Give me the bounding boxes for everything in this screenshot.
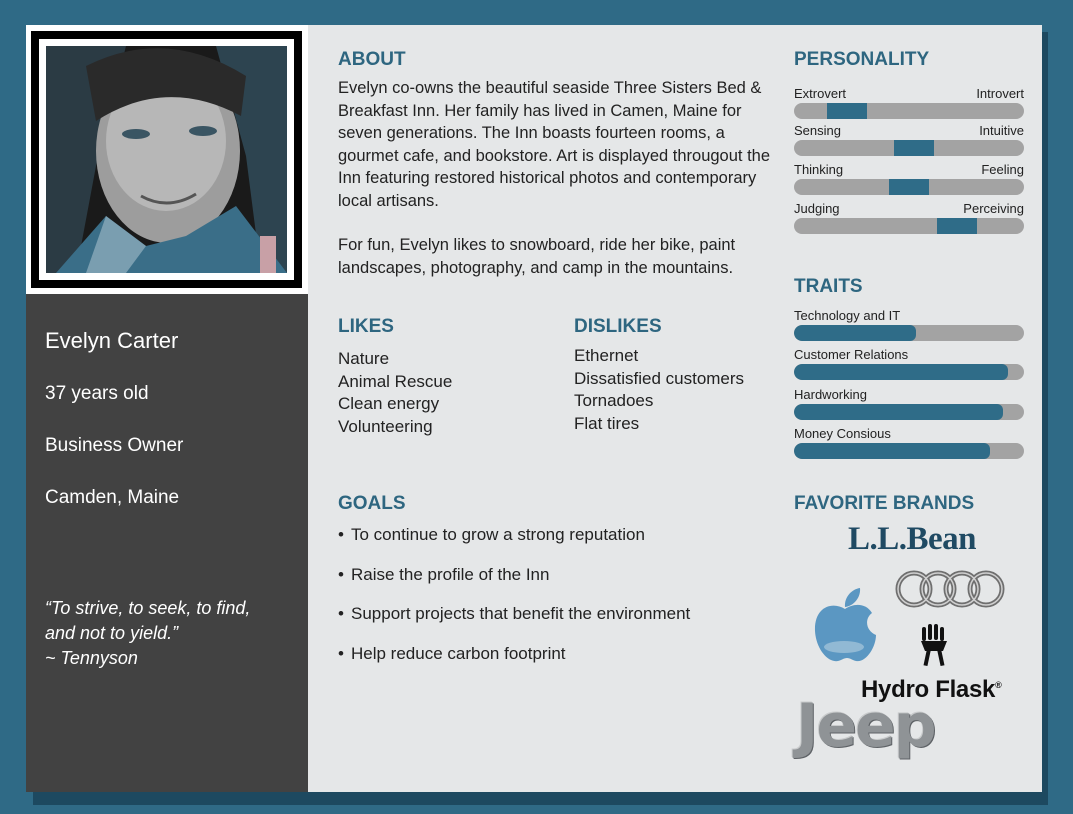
personality-scale: Extrovert Introvert — [794, 86, 1024, 119]
llbean-logo: L.L.Bean — [848, 521, 977, 557]
hydro-flask-icon — [919, 623, 949, 667]
traits-heading: TRAITS — [794, 276, 863, 297]
trait-bar: Technology and IT — [794, 308, 1024, 341]
persona-name: Evelyn Carter — [45, 328, 179, 353]
jeep-logo: Jeep — [796, 691, 935, 761]
trait-fill — [794, 325, 916, 341]
about-text — [338, 77, 774, 279]
audi-logo — [894, 569, 1006, 609]
about-heading: ABOUT — [338, 49, 406, 70]
scale-marker — [894, 140, 934, 156]
scale-track — [794, 218, 1024, 234]
persona-quote: “To strive, to seek, to find, and not to yield.” ~ Tennyson — [45, 598, 251, 668]
list-item: Nature — [338, 349, 390, 368]
list-item: • Raise the profile of the Inn — [338, 564, 550, 584]
profile-sidebar — [26, 294, 308, 792]
list-item: Flat tires — [574, 414, 640, 434]
personality-scale: Judging Perceiving — [794, 201, 1024, 234]
list-item: Clean energy — [338, 394, 440, 414]
scale-track — [794, 179, 1024, 195]
scale-marker — [827, 103, 867, 119]
trait-fill — [794, 443, 990, 459]
personality-heading: PERSONALITY — [794, 49, 930, 70]
list-item: Tornadoes — [574, 391, 654, 411]
trait-fill — [794, 364, 1008, 380]
hydro-flask-logo: Hydro Flask® — [861, 676, 1002, 703]
likes-list — [338, 348, 452, 439]
list-item: • Support projects that benefit the environment — [338, 604, 691, 623]
persona-card — [26, 25, 1042, 792]
personality-scale: Sensing Intuitive — [794, 123, 1024, 156]
scale-marker — [889, 179, 929, 195]
about-paragraph: For fun, Evelyn likes to snowboard, ride her bike, paint landscapes, photography, and camp in the mountains. — [338, 236, 736, 277]
about-paragraph: Evelyn co-owns the beautiful seaside Three Sisters Bed & Breakfast Inn. Her family has lived in Camen, Maine for seven generations. The Inn boasts fourteen rooms, a gourmet cafe, and bookstore. Art is displayed througout the Inn featuring restored historical photos and contemporary local artisans. — [338, 79, 771, 210]
profile-photo — [46, 46, 287, 273]
scale-track — [794, 140, 1024, 156]
trait-fill — [794, 404, 1003, 420]
list-item: • To continue to grow a strong reputation — [338, 525, 645, 544]
list-item: Dissatisfied customers — [574, 368, 745, 388]
personality-scale: Thinking Feeling — [794, 162, 1024, 195]
photo-frame — [31, 31, 302, 288]
persona-age: 37 years old — [45, 383, 149, 404]
persona-location: Camden, Maine — [45, 487, 180, 508]
scale-track — [794, 103, 1024, 119]
list-item: Ethernet — [574, 346, 639, 365]
list-item: Volunteering — [338, 417, 433, 437]
persona-occupation: Business Owner — [45, 435, 184, 456]
goals-list — [338, 525, 690, 683]
goals-heading: GOALS — [338, 493, 406, 514]
brands-heading: FAVORITE BRANDS — [794, 493, 975, 514]
trait-bar: Customer Relations — [794, 347, 1024, 380]
likes-heading: LIKES — [338, 316, 394, 337]
trait-bar: Hardworking — [794, 387, 1024, 420]
list-item: Animal Rescue — [338, 371, 453, 391]
apple-logo — [812, 587, 878, 663]
scale-marker — [937, 218, 977, 234]
photo-area — [26, 25, 308, 294]
dislikes-heading: DISLIKES — [574, 316, 662, 337]
trait-bar: Money Consious — [794, 426, 1024, 459]
list-item: • Help reduce carbon footprint — [338, 643, 566, 663]
dislikes-list — [574, 345, 744, 436]
